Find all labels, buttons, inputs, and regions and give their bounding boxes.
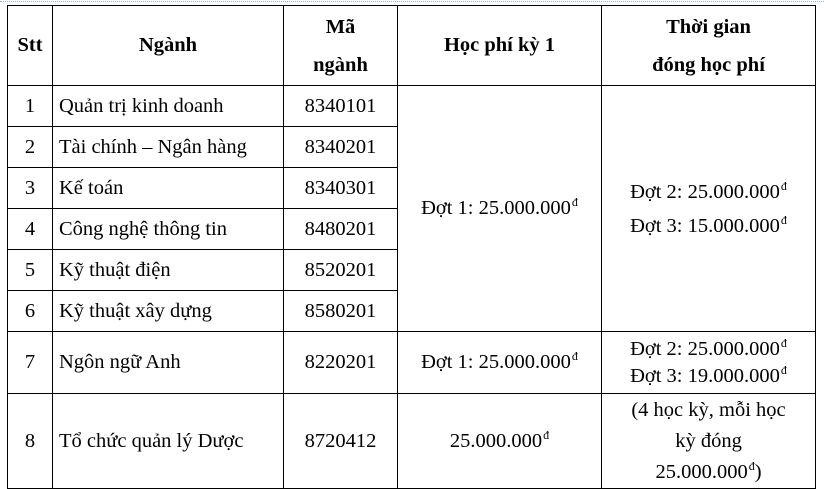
group1-fee: Đợt 1: 25.000.000 xyxy=(421,197,571,220)
row-code: 8720412 xyxy=(284,394,398,489)
row-major: Kỹ thuật xây dựng xyxy=(53,291,284,332)
header-time xyxy=(602,6,816,86)
group1-time-line2: Đợt 3: $15.000.000^đ$ xyxy=(630,212,787,237)
currency-symbol: đ xyxy=(571,195,578,210)
row-major: Tài chính – Ngân hàng xyxy=(53,127,284,168)
header-time-line2: đóng học phí xyxy=(652,53,765,76)
row-code: 8340301 xyxy=(284,168,398,209)
header-fee: Học phí kỳ 1 xyxy=(398,6,602,86)
row-code: 8340101 xyxy=(284,86,398,127)
header-time-line1: Thời gian xyxy=(666,15,751,38)
header-code-line1: Mã xyxy=(325,15,356,38)
header-stt: Stt xyxy=(8,6,53,86)
currency-symbol: đ xyxy=(543,427,550,442)
table-header-row xyxy=(8,6,816,86)
group3-fee: 25.000.000 xyxy=(449,429,543,452)
row-stt: 5 xyxy=(8,250,53,291)
currency-symbol: đ xyxy=(780,212,787,227)
top-dotted-rule xyxy=(0,1,824,2)
row-stt: 3 xyxy=(8,168,53,209)
group2-fee: Đợt 1: 25.000.000 xyxy=(421,351,571,374)
group2-time-cell xyxy=(602,332,816,394)
table-row xyxy=(8,332,816,394)
group1-time-line1: Đợt 2: $25.000.000^đ$ xyxy=(630,178,787,203)
tuition-table xyxy=(7,5,816,489)
table-row xyxy=(8,86,816,127)
row-major: Quản trị kinh doanh xyxy=(53,86,284,127)
row-major: Tổ chức quản lý Dược xyxy=(53,394,284,489)
currency-symbol: đ xyxy=(748,458,755,473)
row-stt: 2 xyxy=(8,127,53,168)
row-stt: 6 xyxy=(8,291,53,332)
group3-note-line1: (4 học kỳ, mỗi học xyxy=(631,398,786,421)
group2-time-line2: Đợt 3: $19.000.000^đ$ xyxy=(630,362,787,387)
row-major: Kỹ thuật điện xyxy=(53,250,284,291)
row-major: Công nghệ thông tin xyxy=(53,209,284,250)
row-major: Ngôn ngữ Anh xyxy=(53,332,284,394)
group3-note-cell xyxy=(602,394,816,489)
row-major: Kế toán xyxy=(53,168,284,209)
row-code: 8480201 xyxy=(284,209,398,250)
group2-fee-cell xyxy=(398,332,602,394)
group3-fee-cell xyxy=(398,394,602,489)
currency-symbol: đ xyxy=(780,178,787,193)
header-code xyxy=(284,6,398,86)
row-code: 8580201 xyxy=(284,291,398,332)
group1-fee-cell xyxy=(398,86,602,332)
row-stt: 4 xyxy=(8,209,53,250)
row-stt: 1 xyxy=(8,86,53,127)
row-code: 8340201 xyxy=(284,127,398,168)
group3-note-line3: $25.000.000^đ$) xyxy=(655,458,762,483)
currency-symbol: đ xyxy=(780,362,787,377)
row-stt: 7 xyxy=(8,332,53,394)
row-stt: 8 xyxy=(8,394,53,489)
group1-time-cell xyxy=(602,86,816,332)
currency-symbol: đ xyxy=(571,349,578,364)
header-major: Ngành xyxy=(53,6,284,86)
currency-symbol: đ xyxy=(780,335,787,350)
header-code-line2: ngành xyxy=(313,53,368,76)
group2-time-line1: Đợt 2: $25.000.000^đ$ xyxy=(630,335,787,360)
group3-note-line2: kỳ đóng xyxy=(675,429,742,452)
row-code: 8520201 xyxy=(284,250,398,291)
row-code: 8220201 xyxy=(284,332,398,394)
table-row xyxy=(8,394,816,489)
